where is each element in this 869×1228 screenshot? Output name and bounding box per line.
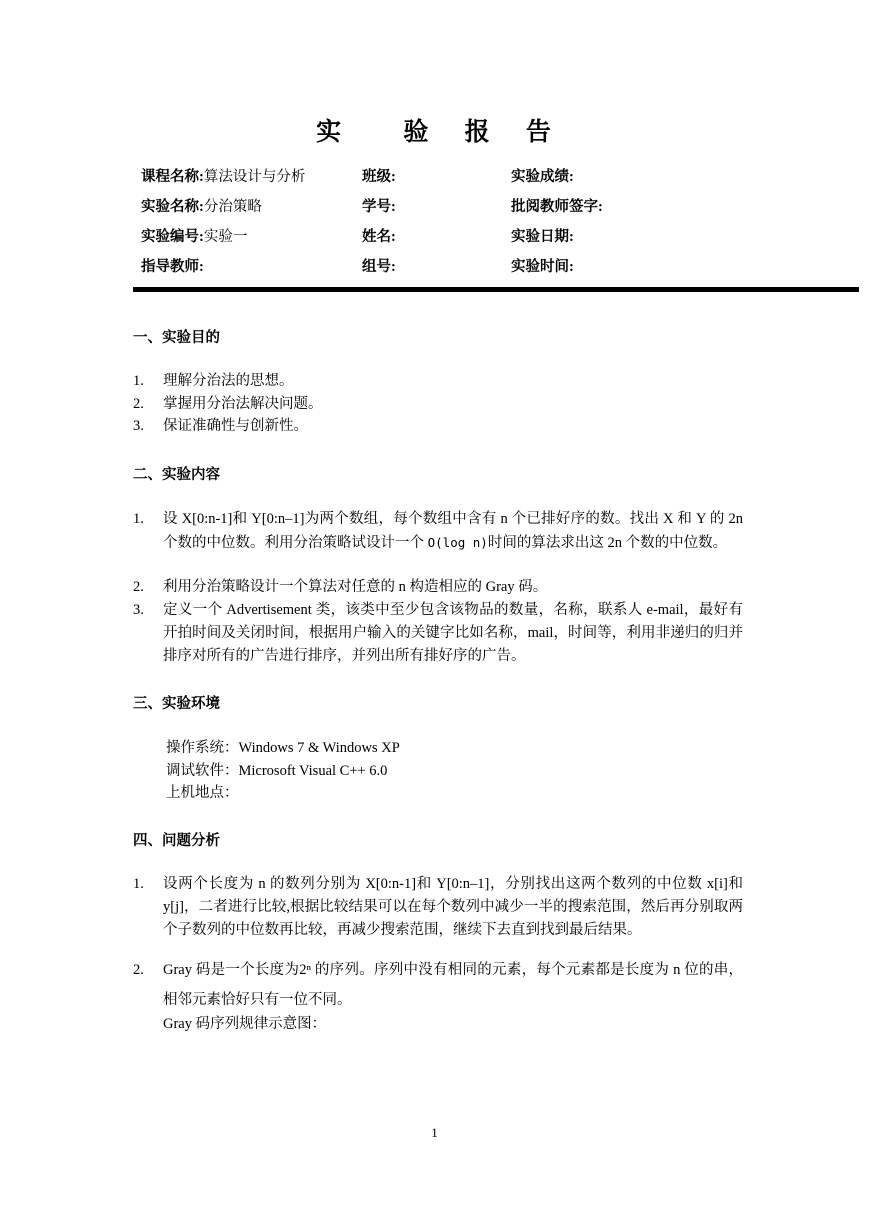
list-text: 掌握用分治法解决问题。: [163, 396, 323, 412]
list-text: Gray 码序列规律示意图：: [163, 1016, 327, 1032]
location-line: 上机地点：: [166, 785, 239, 801]
field-value: 算法设计与分析: [203, 169, 306, 185]
field-label: 实验成绩:: [511, 169, 574, 185]
field-label: 批阅教师签字:: [511, 199, 603, 215]
class-field: [362, 165, 396, 186]
os-line: 操作系统：Windows 7 & Windows XP: [166, 740, 400, 756]
text-run: 时间的算法求出这 2n 个数的中位数。: [487, 535, 728, 551]
field-label: 课程名称:: [141, 169, 204, 185]
list-item: [133, 370, 743, 393]
list-item: [133, 873, 743, 942]
section-heading: 二、实验内容: [133, 467, 220, 483]
list-item: [133, 508, 743, 555]
list-text: 利用分治策略设计一个算法对任意的 n 构造相应的 Gray 码。: [163, 579, 548, 595]
list-item-continuation: [133, 1013, 743, 1036]
section-heading: 四、问题分析: [133, 833, 220, 849]
section-heading: 三、实验环境: [133, 696, 220, 712]
list-number: 1.: [133, 876, 144, 892]
ide-line: 调试软件：Microsoft Visual C++ 6.0: [166, 763, 388, 779]
field-label: 班级:: [362, 169, 396, 185]
course-name-field: [141, 165, 305, 186]
list-text: 定义一个 Advertisement 类，该类中至少包含该物品的数量，名称，联系人 e-mail，最好有开拍时间及关闭时间，根据用户输入的关键字比如名称，mail，时间等，利用非递归的归并排序对所有的广告进行排序，并列出所有排好序的广告。: [163, 602, 743, 664]
list-text: [163, 508, 743, 555]
score-field: [511, 165, 574, 186]
field-label: 实验日期:: [511, 229, 574, 245]
list-item: [133, 599, 743, 668]
title-char: 告: [525, 119, 553, 146]
group-number-field: [362, 255, 396, 276]
list-number: 3.: [133, 602, 144, 618]
list-number: 2.: [133, 579, 144, 595]
teacher-field: [141, 255, 204, 276]
list-text: 设两个长度为 n 的数列分别为 X[0:n-1]和 Y[0:n–1]，分别找出这两个数列的中位数 x[i]和 y[j]，二者进行比较,根据比较结果可以在每个数列中减少一半的搜索范围，然后再分别取两个子数列的中位数再比较，再减少搜索范围，继续下去直到找到最后结果。: [163, 876, 743, 938]
list-item: [133, 415, 743, 438]
gray-length-formula: 2ⁿ: [299, 962, 312, 978]
list-number: 2.: [133, 962, 144, 978]
experiment-time-field: [511, 255, 574, 276]
section-heading: 一、实验目的: [133, 330, 220, 346]
list-number: 2.: [133, 396, 144, 412]
field-label: 实验时间:: [511, 259, 574, 275]
reviewer-signature-field: [511, 195, 603, 216]
experiment-date-field: [511, 225, 574, 246]
field-label: 组号:: [362, 259, 396, 275]
experiment-name-field: [141, 195, 262, 216]
title-char: 实: [316, 119, 344, 146]
title-char: 验: [403, 119, 431, 146]
header-divider: [133, 287, 859, 292]
page-number: 1: [431, 1125, 438, 1140]
list-number: 1.: [133, 511, 144, 527]
list-text: 保证准确性与创新性。: [163, 418, 308, 434]
student-number-field: [362, 195, 396, 216]
list-item: [133, 955, 743, 1015]
field-label: 实验编号:: [141, 229, 204, 245]
complexity-formula: O(log n): [427, 535, 488, 550]
experiment-number-field: [141, 225, 247, 246]
list-text: 理解分治法的思想。: [163, 373, 294, 389]
field-value: 分治策略: [203, 199, 262, 215]
report-title: [0, 112, 869, 148]
list-text: [163, 955, 743, 1015]
field-label: 学号:: [362, 199, 396, 215]
text-run: 的序列。序列中没有相同的元素，每个元素都是长度为 n 位的串，相邻元素恰好只有一位不同。: [163, 962, 743, 1008]
text-run: Gray 码是一个长度为: [163, 962, 300, 978]
list-item: [133, 576, 743, 599]
title-char: 报: [464, 119, 492, 146]
student-name-field: [362, 225, 396, 246]
field-label: 姓名:: [362, 229, 396, 245]
text-run: 设 X[0:n-1]和 Y[0:n–1]为两个数组，每个数组中含有 n 个已排好序的数。找出 X 和 Y 的 2n 个数的中位数。利用分治策略试设计一个: [163, 511, 743, 551]
list-number: 1.: [133, 373, 144, 389]
list-number: 3.: [133, 418, 144, 434]
field-label: 实验名称:: [141, 199, 204, 215]
list-item: [133, 393, 743, 416]
field-value: 实验一: [203, 229, 248, 245]
field-label: 指导教师:: [141, 259, 204, 275]
